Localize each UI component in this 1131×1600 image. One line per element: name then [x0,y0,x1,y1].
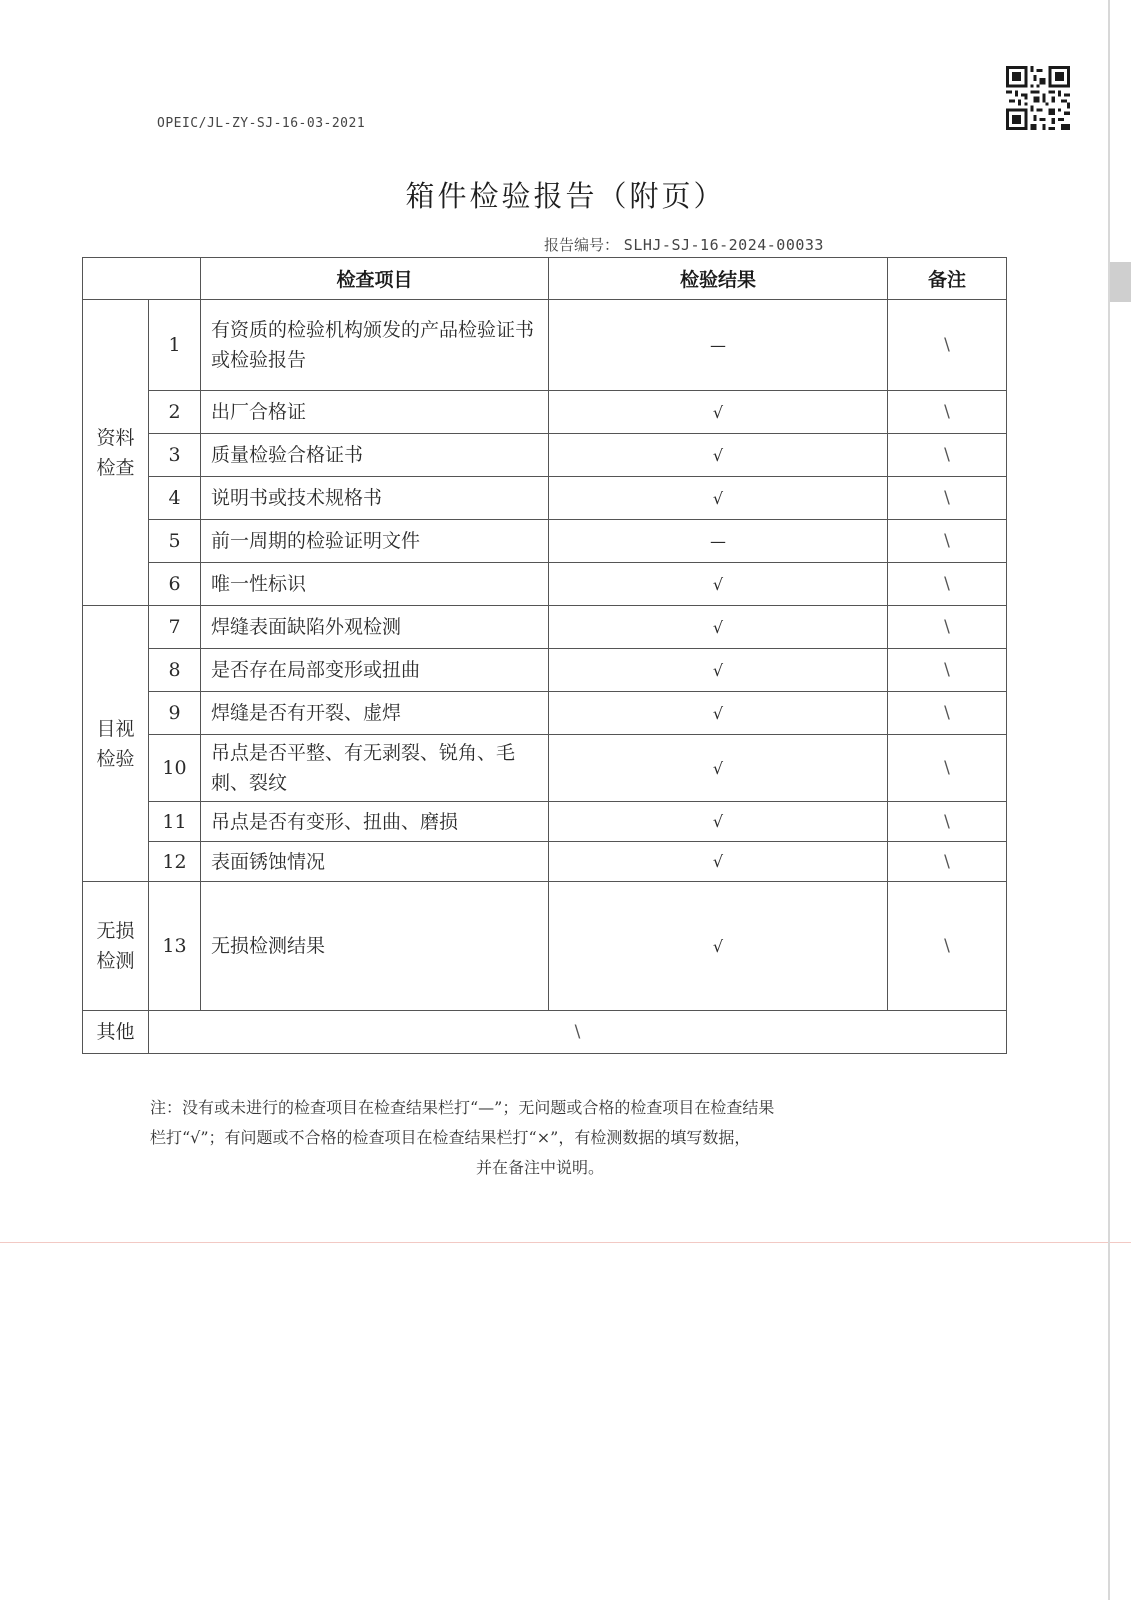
inspection-table [82,257,1007,1054]
row-result: √ [549,649,888,692]
document-code: OPEIC/JL-ZY-SJ-16-03-2021 [157,116,366,131]
qr-code [1006,66,1070,130]
row-number: 10 [149,735,201,802]
table-row [83,802,1007,842]
table-row [83,735,1007,802]
row-number: 4 [149,477,201,520]
row-item: 出厂合格证 [201,391,549,434]
row-item: 表面锈蚀情况 [201,842,549,882]
row-remark: \ [888,649,1007,692]
row-remark: \ [888,563,1007,606]
table-row [83,649,1007,692]
row-item: 有资质的检验机构颁发的产品检验证书或检验报告 [201,300,549,391]
row-number: 5 [149,520,201,563]
row-result: — [549,300,888,391]
row-number: 9 [149,692,201,735]
row-number: 11 [149,802,201,842]
footnote-line-3: 并在备注中说明。 [475,1158,604,1177]
row-item: 吊点是否有变形、扭曲、磨损 [201,802,549,842]
row-remark: \ [888,802,1007,842]
table-row [83,300,1007,391]
row-remark: \ [888,735,1007,802]
row-item: 唯一性标识 [201,563,549,606]
page-title: 箱件检验报告（附页） [405,179,726,213]
row-remark: \ [888,842,1007,882]
category-other: 其他 [83,1011,149,1054]
row-result: √ [549,434,888,477]
footnote [150,1093,930,1183]
row-number: 2 [149,391,201,434]
row-number: 1 [149,300,201,391]
header-result: 检验结果 [549,258,888,300]
header-blank-cell [83,258,201,300]
footnote-line-2: 栏打“√”；有问题或不合格的检查项目在检查结果栏打“×”，有检测数据的填写数据， [150,1128,751,1147]
row-remark: \ [888,882,1007,1011]
row-result: √ [549,802,888,842]
report-number [544,234,824,255]
report-number-label: 报告编号： [544,236,620,254]
row-item: 说明书或技术规格书 [201,477,549,520]
table-row [83,520,1007,563]
row-remark: \ [888,300,1007,391]
other-value: \ [149,1011,1007,1054]
category-ndt: 无损检测 [83,882,149,1011]
table-header-row [83,258,1007,300]
row-result: √ [549,606,888,649]
table-row [83,391,1007,434]
table-row [83,434,1007,477]
row-result: √ [549,692,888,735]
row-item: 焊缝是否有开裂、虚焊 [201,692,549,735]
row-item: 是否存在局部变形或扭曲 [201,649,549,692]
row-result: √ [549,882,888,1011]
row-item: 焊缝表面缺陷外观检测 [201,606,549,649]
row-remark: \ [888,520,1007,563]
category-visual: 目视检验 [83,606,149,882]
table-row-other [83,1011,1007,1054]
row-result: √ [549,563,888,606]
row-result: √ [549,391,888,434]
row-item: 吊点是否平整、有无剥裂、锐角、毛刺、裂纹 [201,735,549,802]
row-item: 质量检验合格证书 [201,434,549,477]
row-number: 8 [149,649,201,692]
row-number: 3 [149,434,201,477]
table-row [83,882,1007,1011]
scan-red-line [0,1242,1131,1243]
row-result: √ [549,735,888,802]
row-result: — [549,520,888,563]
row-result: √ [549,477,888,520]
row-remark: \ [888,391,1007,434]
scan-mark [1110,262,1131,302]
table-row [83,842,1007,882]
report-number-value: SLHJ-SJ-16-2024-00033 [623,236,824,254]
row-number: 7 [149,606,201,649]
table-row [83,477,1007,520]
table-row [83,692,1007,735]
row-item: 无损检测结果 [201,882,549,1011]
header-remark: 备注 [888,258,1007,300]
row-item: 前一周期的检验证明文件 [201,520,549,563]
header-item: 检查项目 [201,258,549,300]
row-result: √ [549,842,888,882]
row-remark: \ [888,434,1007,477]
row-number: 12 [149,842,201,882]
row-number: 6 [149,563,201,606]
row-remark: \ [888,692,1007,735]
row-remark: \ [888,606,1007,649]
scan-edge [1108,0,1110,1600]
row-number: 13 [149,882,201,1011]
table-row [83,563,1007,606]
row-remark: \ [888,477,1007,520]
table-row [83,606,1007,649]
footnote-line-1: 注：没有或未进行的检查项目在检查结果栏打“—”；无问题或合格的检查项目在检查结果 [150,1098,775,1117]
category-docs: 资料检查 [83,300,149,606]
